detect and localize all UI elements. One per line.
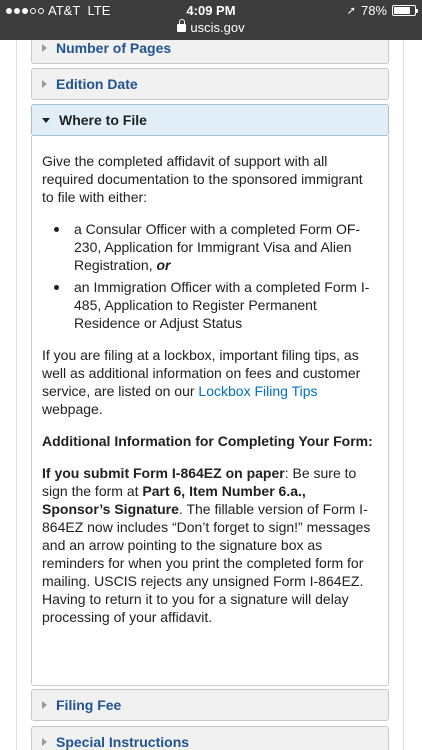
accordion-special-instructions[interactable] (31, 726, 389, 750)
additional-info-heading: Additional Information for Completing Your Form: (42, 433, 373, 449)
accordion-label: Special Instructions (56, 734, 190, 750)
battery-icon (392, 5, 416, 16)
accordion-where-to-file[interactable] (31, 104, 389, 136)
expand-arrow-icon (42, 44, 47, 52)
lockbox-paragraph: If you are filing at a lockbox, important filing tips, as well as additional information on fees and customer service, are listed on our Lockbox Filing Tips webpage. (42, 347, 361, 417)
intro-text: Give the completed affidavit of support with all required documentation to the sponsored immigrant to file with either: (42, 153, 363, 205)
ios-status-bar (0, 0, 422, 40)
list-item: an Immigration Officer with a completed Form I-485, Application to Register Permanent Residence or Adjust Status (42, 278, 378, 332)
collapse-arrow-icon (42, 118, 50, 123)
accordion-label: Where to File (59, 112, 147, 128)
url-text: uscis.gov (190, 20, 245, 35)
expand-arrow-icon (42, 80, 47, 88)
accordion-label: Edition Date (56, 76, 138, 92)
expand-arrow-icon (42, 738, 47, 746)
filing-options-list (42, 220, 378, 332)
accordion-filing-fee[interactable] (31, 689, 389, 721)
status-indicators (347, 3, 416, 18)
page-content (16, 30, 404, 750)
paper-submission-paragraph: If you submit Form I-864EZ on paper: Be sure to sign the form at Part 6, Item Number 6.a., Sponsor’s Signature. The fillable version of Form I-864EZ now includes “Don’t forget to sign!” messages and an arrow pointing to the signature box as reminders for when you print the completed form for mailing. USCIS rejects any unsigned Form I-864EZ. Having to return it to you for a signature will delay processing of your affidavit. (42, 465, 371, 625)
list-item: a Consular Officer with a completed Form OF-230, Application for Immigrant Visa and Alien Registration, or (42, 220, 378, 274)
accordion-label: Number of Pages (56, 40, 172, 56)
accordion-label: Filing Fee (56, 697, 122, 713)
accordion-edition-date[interactable] (31, 68, 389, 100)
expand-arrow-icon (42, 701, 47, 709)
location-arrow-icon: ➚ (346, 5, 356, 17)
battery-percent: 78% (360, 3, 387, 18)
carrier-name: AT&T (48, 3, 81, 18)
address-bar[interactable] (0, 20, 422, 35)
lockbox-filing-tips-link[interactable]: Lockbox Filing Tips (198, 383, 318, 399)
clock: 4:09 PM (186, 3, 236, 18)
lock-icon (177, 24, 186, 32)
network-type: LTE (87, 3, 111, 18)
accordion-body-where-to-file (31, 136, 389, 686)
